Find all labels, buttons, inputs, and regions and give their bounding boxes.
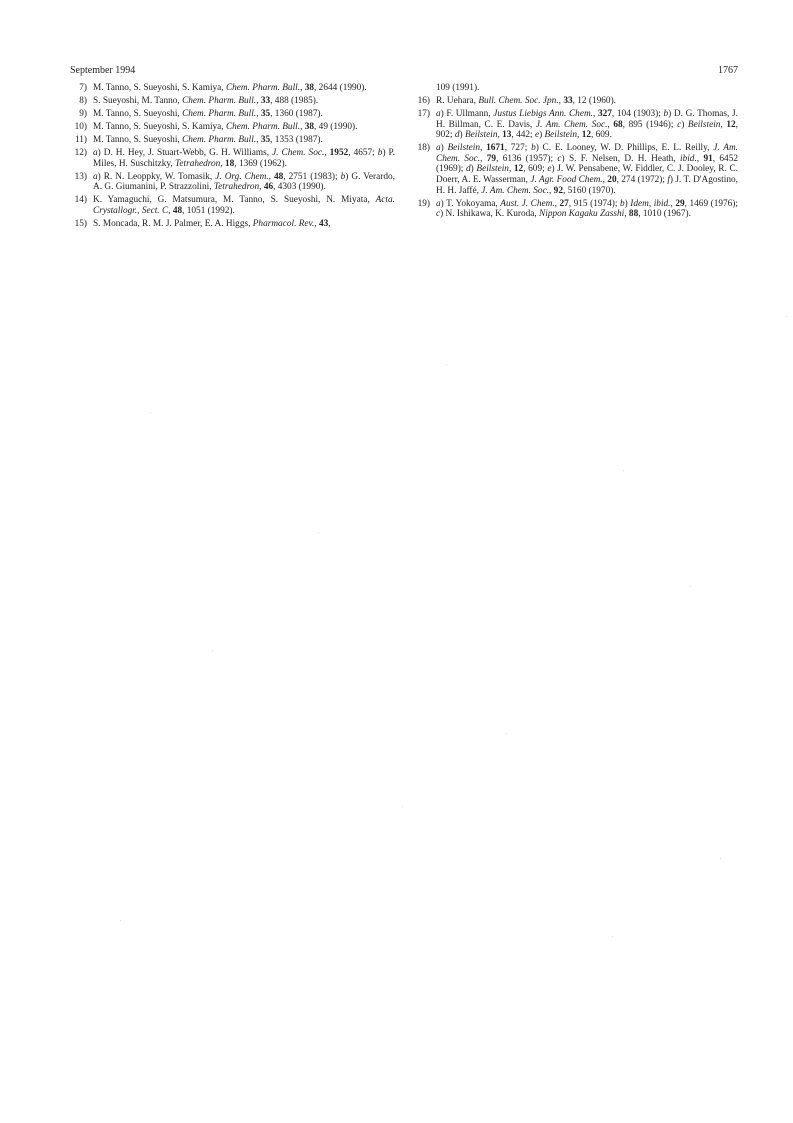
text-segment: , (256, 134, 261, 145)
italic-text: a (436, 108, 441, 119)
italic-text: Beilstein (447, 143, 481, 154)
text-segment: , (554, 198, 560, 209)
text-segment: R. Uehara, (436, 95, 479, 106)
text-segment: M. Tanno, S. Sueyoshi, (93, 134, 183, 145)
volume-number: 46 (263, 182, 274, 193)
italic-text: c (557, 153, 562, 164)
italic-text: Chem. Pharm. Bull. (182, 95, 257, 106)
italic-text: Chem. Pharm. Bull. (182, 108, 257, 119)
volume-number: 48 (274, 171, 284, 182)
italic-text: Aust. J. Chem. (500, 198, 555, 209)
text-segment: , (497, 130, 503, 141)
italic-text: Bull. Chem. Soc. Jpn. (478, 95, 559, 106)
text-segment: ) P. Miles, H. Suschitzky, (93, 147, 396, 169)
volume-number: 1952 (329, 147, 349, 158)
volume-number: 1671 (486, 143, 505, 154)
text-segment: , 902; (436, 119, 738, 141)
text-segment: ) D. H. Hey, J. Stuart-Webb, G. H. Williams, (97, 147, 273, 158)
reference-number: 15) (74, 218, 87, 229)
text-segment: , 488 (1985). (270, 95, 319, 106)
reference-item (70, 135, 395, 146)
italic-text: Tetrahedron (175, 158, 221, 169)
text-segment: ) (539, 130, 545, 141)
italic-text: Tetrahedron (213, 182, 260, 193)
text-segment: S. Moncada, R. M. J. Palmer, E. A. Higgs, (93, 218, 253, 229)
italic-text: J. Am. Chem. Soc. (535, 119, 608, 130)
text-segment: , 104 (1903); (611, 108, 664, 119)
reference-text (93, 83, 367, 93)
italic-text: Beilstein (687, 119, 721, 130)
italic-text: Nippon Kagaku Zasshi (539, 209, 625, 220)
reference-text (93, 135, 323, 145)
reference-item (413, 96, 738, 107)
volume-number: 43 (318, 218, 329, 229)
reference-text (93, 122, 357, 132)
volume-number: 38 (304, 83, 315, 93)
italic-text: f (667, 174, 670, 185)
text-segment: ) S. F. Nelsen, D. H. Heath, (561, 153, 680, 164)
italic-text: b (377, 147, 383, 158)
text-segment: , 895 (1946); (622, 119, 678, 130)
reference-text (93, 172, 395, 193)
reference-number: 14) (74, 195, 87, 206)
reference-number: 12) (74, 147, 87, 158)
text-segment: , 4657; (348, 147, 378, 158)
reference-text (93, 219, 331, 229)
references-left-column (70, 83, 395, 232)
italic-text: J. Am. Chem. Soc. (436, 143, 738, 164)
text-segment: , 727; (504, 143, 532, 154)
text-segment: ) D. G. Thomas, J. H. Billman, C. E. Davis, (436, 108, 738, 130)
text-segment: ) (459, 130, 465, 141)
italic-text: a (93, 147, 98, 158)
text-segment: , (602, 174, 608, 185)
reference-item (70, 219, 395, 230)
reference-text (93, 148, 395, 169)
reference-item (413, 143, 738, 196)
volume-number: 12 (513, 164, 524, 175)
reference-item (70, 195, 395, 216)
reference-item (70, 96, 395, 107)
text-segment: , 915 (1974); (568, 198, 620, 209)
reference-number: 10) (74, 121, 87, 132)
italic-text: a (436, 143, 441, 154)
volume-number: 68 (613, 119, 623, 130)
issue-date: September 1994 (70, 65, 136, 76)
text-segment: , 609; (523, 164, 548, 175)
reference-item (70, 148, 395, 169)
text-segment: , 12 (1960). (572, 95, 616, 106)
italic-text: Chem. Pharm. Bull. (225, 121, 301, 132)
text-segment: , (256, 108, 261, 119)
volume-number: 12 (581, 130, 591, 141)
text-segment: , (607, 119, 614, 130)
volume-number: 79 (486, 153, 497, 164)
text-segment: , (324, 147, 330, 158)
text-segment: ) T. Yokoyama, (440, 198, 501, 209)
text-segment: , 49 (1990). (314, 121, 358, 132)
volume-number: 88 (628, 209, 639, 220)
reference-number: 7) (79, 83, 87, 93)
text-segment: , (314, 218, 319, 229)
text-segment: , (549, 185, 554, 196)
text-segment: , 1469 (1976); (684, 198, 738, 209)
italic-text: ibid. (653, 198, 671, 209)
text-segment: , 1369 (1962). (234, 158, 287, 169)
reference-number: 16) (417, 95, 430, 106)
text-segment: ) R. N. Leoppky, W. Tomasik, (97, 171, 216, 182)
text-segment: , (300, 83, 305, 93)
text-segment: , (480, 153, 487, 164)
reference-item (70, 122, 395, 133)
volume-number: 12 (726, 119, 736, 130)
text-segment: , (696, 153, 704, 164)
reference-text (93, 109, 323, 119)
volume-number: 33 (260, 95, 271, 106)
reference-item (70, 109, 395, 120)
italic-text: J. Am. Chem. Soc. (481, 185, 550, 196)
italic-text: b (620, 198, 625, 209)
text-segment: , 6136 (1957); (496, 153, 558, 164)
text-segment: , 1353 (1987). (270, 134, 323, 145)
reference-number: 19) (417, 198, 430, 209)
page-number: 1767 (718, 65, 738, 76)
reference-number: 8) (79, 95, 87, 106)
italic-text: Idem (630, 198, 649, 209)
reference-text (436, 109, 738, 140)
text-segment: , (508, 164, 514, 175)
text-segment: , 1360 (1987). (270, 108, 323, 119)
text-segment: , (720, 119, 727, 130)
volume-number: 27 (559, 198, 569, 209)
italic-text: Pharmacol. Rev. (252, 218, 315, 229)
italic-text: Beilstein (544, 130, 578, 141)
text-segment: , (220, 158, 225, 169)
italic-text: a (436, 198, 441, 209)
volume-number: 327 (597, 108, 612, 119)
volume-number: 20 (607, 174, 617, 185)
italic-text: Justus Liebigs Ann. Chem. (493, 108, 593, 119)
volume-number: 13 (502, 130, 512, 141)
reference-item (413, 109, 738, 141)
reference-text (436, 199, 738, 220)
text-segment: , 2644 (1990). (314, 83, 367, 93)
text-segment: , (577, 130, 582, 141)
text-segment: , 1010 (1967). (638, 209, 691, 220)
italic-text: b (531, 143, 536, 154)
italic-text: Beilstein (464, 130, 498, 141)
reference-number: 9) (79, 108, 87, 119)
volume-number: 35 (260, 108, 271, 119)
text-segment: , (480, 143, 487, 154)
italic-text: Acta. Crystallogr., Sect. C (93, 195, 395, 216)
text-segment: , (558, 95, 564, 106)
volume-number: 91 (703, 153, 713, 164)
text-segment: , (168, 205, 173, 216)
italic-text: b (340, 171, 346, 182)
text-segment: , (593, 108, 598, 119)
reference-text (93, 96, 318, 106)
text-segment: ) F. Ullmann, (440, 108, 494, 119)
reference-15-continuation: 109 (1991). (436, 83, 480, 93)
text-segment: , (300, 121, 305, 132)
text-segment: , 609. (590, 130, 612, 141)
text-segment: M. Tanno, S. Sueyoshi, (93, 108, 183, 119)
volume-number: 92 (553, 185, 563, 196)
italic-text: e (534, 130, 540, 141)
italic-text: J. Org. Chem. (215, 171, 269, 182)
volume-number: 29 (675, 198, 685, 209)
text-segment: S. Sueyoshi, M. Tanno, (93, 95, 183, 106)
text-segment: , (670, 198, 676, 209)
text-segment: , 1051 (1992). (182, 205, 235, 216)
reference-text (436, 143, 738, 195)
text-segment: , 442; (511, 130, 535, 141)
text-segment: , 5160 (1970). (562, 185, 616, 196)
reference-item (70, 83, 395, 94)
text-segment: ) J. T. D'Agostino, H. H. Jaffé, (436, 174, 738, 196)
text-segment: ) G. Verardo, A. G. Giumanini, P. Strazzolini, (93, 171, 395, 193)
italic-text: Chem. Pharm. Bull. (225, 83, 301, 93)
italic-text: e (547, 164, 552, 175)
text-segment: , 2751 (1983); (283, 171, 341, 182)
italic-text: c (677, 119, 682, 130)
italic-text: d (454, 130, 460, 141)
text-segment: , (328, 218, 331, 229)
text-segment: , (268, 171, 274, 182)
text-segment: , 4303 (1990). (273, 182, 326, 193)
text-segment: ) C. E. Looney, W. D. Phillips, E. L. Reilly, (535, 143, 714, 154)
text-segment: M. Tanno, S. Sueyoshi, S. Kamiya, (93, 121, 226, 132)
volume-number: 38 (304, 121, 315, 132)
reference-text (93, 195, 395, 216)
volume-number: 35 (260, 134, 271, 145)
text-segment: ) (470, 164, 477, 175)
text-segment: ) (681, 119, 688, 130)
italic-text: J. Chem. Soc. (272, 147, 325, 158)
text-segment: , (256, 95, 261, 106)
page-header (70, 64, 738, 78)
reference-text (436, 96, 616, 106)
text-segment: , (648, 198, 654, 209)
italic-text: ibid. (679, 153, 697, 164)
reference-item (70, 172, 395, 193)
text-segment: , (624, 209, 629, 220)
italic-text: J. Agr. Food Chem. (530, 174, 603, 185)
reference-number: 13) (74, 171, 87, 182)
reference-number: 18) (417, 143, 430, 154)
text-segment: M. Tanno, S. Sueyoshi, S. Kamiya, (93, 83, 226, 93)
text-segment: , 274 (1972); (616, 174, 668, 185)
italic-text: a (93, 171, 98, 182)
volume-number: 33 (563, 95, 573, 106)
volume-number: 18 (225, 158, 235, 169)
text-segment: , (259, 182, 264, 193)
italic-text: d (466, 164, 471, 175)
volume-number: 48 (172, 205, 183, 216)
text-segment: ) J. W. Pensabene, W. Fiddler, C. J. Dooley, R. C. Doerr, A. E. Wasserman, (436, 164, 738, 185)
reference-number: 11) (74, 134, 87, 145)
italic-text: b (663, 108, 669, 119)
text-segment: K. Yamaguchi, G. Matsumura, M. Tanno, S. Sueyoshi, N. Miyata, (93, 195, 376, 206)
italic-text: Chem. Pharm. Bull. (182, 134, 257, 145)
italic-text: Beilstein (476, 164, 509, 175)
references-right-column (413, 83, 738, 222)
text-segment: ) (440, 143, 448, 154)
italic-text: c (436, 209, 441, 220)
text-segment: ) (624, 198, 631, 209)
reference-number: 17) (417, 108, 430, 119)
reference-item (413, 199, 738, 220)
text-segment: , 6452 (1969); (436, 153, 739, 175)
text-segment: ) N. Ishikawa, K. Kuroda, (440, 209, 540, 220)
